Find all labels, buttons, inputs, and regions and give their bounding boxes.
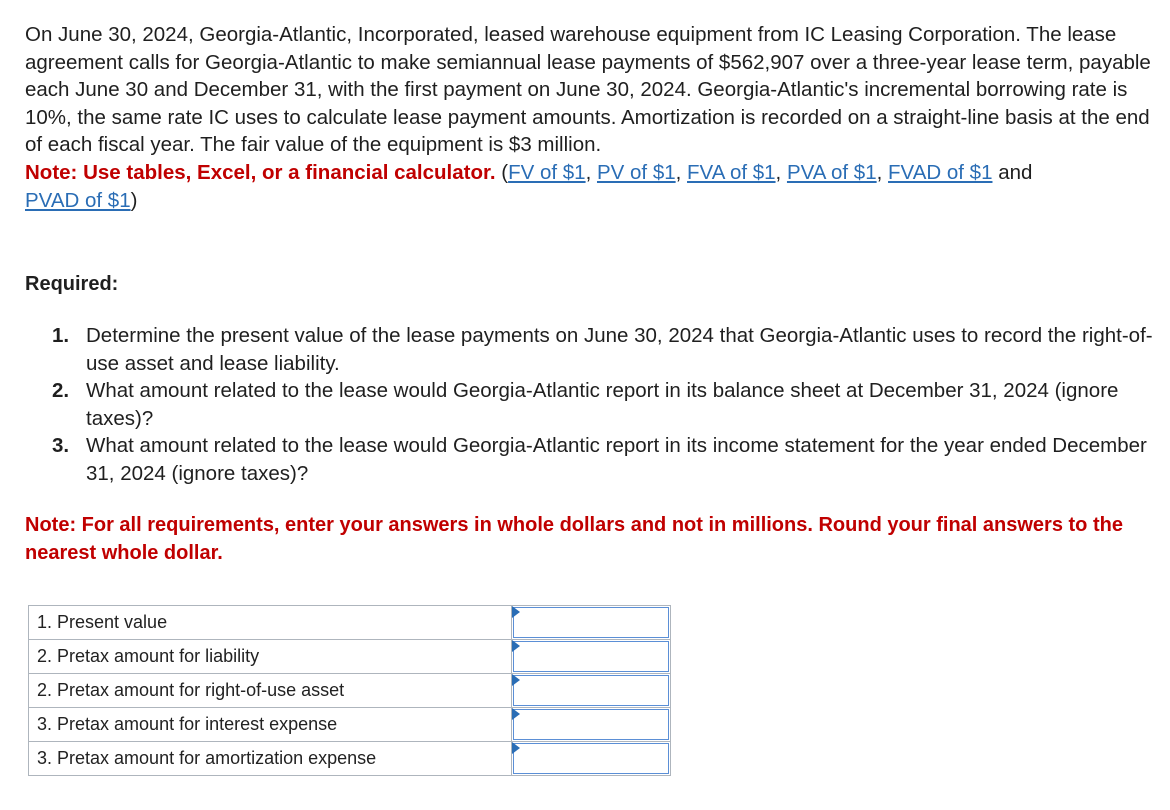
and-word: and: [998, 160, 1033, 184]
problem-intro: On June 30, 2024, Georgia-Atlantic, Incorporated, leased warehouse equipment from IC Leasing Corporation. The lease agreement calls for Georgia-Atlantic to make semiannual lease payments of $562,907 over a three-year lease term, payable each June 30 and December 31, with the first payment on June 30, 2024. Georgia-Atlantic's incremental borrowing rate is 10%, the same rate IC uses to calculate lease payment amounts. Amortization is recorded on a straight-line basis at the end of each fiscal year. The fair value of the equipment is $3 million. Note: Use tables, Excel, or a financial calculator. (FV of $1, PV of $1, FVA of $1, PVA of $1, FVAD of $1 and PVAD of $1): [25, 23, 1151, 212]
link-pva[interactable]: PVA of $1: [786, 160, 877, 184]
present-value-input[interactable]: [513, 607, 669, 638]
answer-row: [29, 742, 671, 776]
requirement-text: What amount related to the lease would Georgia-Atlantic report in its income statement for the year ended December 31, 2024 (ignore taxes)?: [86, 434, 1147, 485]
answer-cell: [512, 674, 671, 708]
answer-row: [29, 606, 671, 640]
rounding-note: Note: For all requirements, enter your answers in whole dollars and not in millions. Round your final answers to the nearest whole dollar.: [25, 514, 1123, 564]
answer-label: 3. Pretax amount for interest expense: [29, 708, 512, 742]
answer-cell: [512, 640, 671, 674]
cell-marker-icon: [512, 742, 520, 754]
right-of-use-asset-input[interactable]: [513, 675, 669, 706]
link-fva[interactable]: FVA of $1: [687, 160, 776, 184]
answer-cell: [512, 742, 671, 776]
requirement-item: [52, 377, 1158, 432]
answer-row: [29, 640, 671, 674]
cell-marker-icon: [512, 708, 520, 720]
requirement-item: [52, 322, 1158, 377]
answer-label: 2. Pretax amount for liability: [29, 640, 512, 674]
requirement-number: 2.: [52, 379, 70, 403]
cell-marker-icon: [512, 606, 520, 618]
cell-marker-icon: [512, 640, 520, 652]
requirement-text: Determine the present value of the lease payments on June 30, 2024 that Georgia-Atlantic uses to record the right-of-use asset and lease liability.: [86, 324, 1153, 375]
link-pv[interactable]: PV of $1: [596, 160, 676, 184]
requirement-number: 1.: [52, 324, 70, 347]
interest-expense-input[interactable]: [513, 709, 669, 740]
requirement-number: 3.: [52, 434, 70, 458]
cell-marker-icon: [512, 674, 520, 686]
answer-label: 1. Present value: [29, 606, 512, 640]
link-fvad[interactable]: FVAD of $1: [888, 160, 993, 184]
answer-label: 3. Pretax amount for amortization expense: [29, 742, 512, 776]
requirement-item: [52, 432, 1158, 487]
intro-paragraph: On June 30, 2024, Georgia-Atlantic, Incorporated, leased warehouse equipment from IC Leasing Corporation. The lease agreement calls for Georgia-Atlantic to make semiannual lease payments of $562,907 over a three-year lease term, payable each June 30 and December 31, with the first payment on June 30, 2024. Georgia-Atlantic's incremental borrowing rate is 10%, the same rate IC uses to calculate lease payment amounts. Amortization is recorded on a straight-line basis at the end of each fiscal year. The fair value of the equipment is $3 million.: [25, 23, 1151, 157]
requirement-text: What amount related to the lease would Georgia-Atlantic report in its balance sheet at December 31, 2024 (ignore taxes)?: [86, 379, 1119, 430]
required-heading: Required:: [25, 273, 119, 295]
answer-row: [29, 708, 671, 742]
answer-table: [28, 605, 671, 776]
answer-label: 2. Pretax amount for right-of-use asset: [29, 674, 512, 708]
requirements-list: [52, 322, 1158, 488]
liability-input[interactable]: [513, 641, 669, 672]
answer-cell: [512, 708, 671, 742]
amortization-expense-input[interactable]: [513, 743, 669, 774]
answer-row: [29, 674, 671, 708]
link-fv[interactable]: FV of $1: [508, 160, 586, 184]
answer-cell: [512, 606, 671, 640]
link-pvad[interactable]: PVAD of $1: [25, 188, 131, 212]
calculator-note: Note: Use tables, Excel, or a financial calculator.: [25, 160, 496, 184]
